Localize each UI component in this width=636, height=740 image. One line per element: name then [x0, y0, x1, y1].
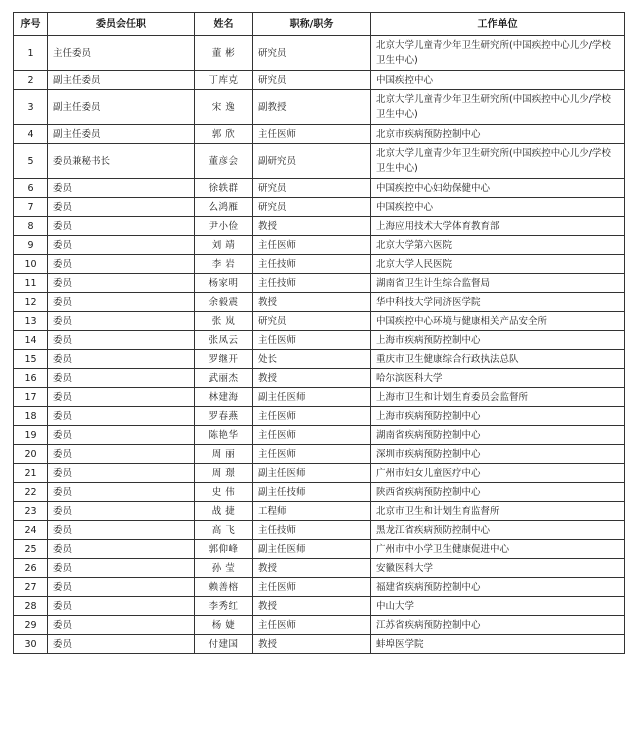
table-row [14, 616, 625, 635]
table-row [14, 426, 625, 445]
table-row [14, 255, 625, 274]
cell-name: 么鸿雁 [195, 198, 253, 217]
cell-name: 余毅震 [195, 293, 253, 312]
cell-title: 主任医师 [253, 125, 371, 144]
cell-title: 教授 [253, 635, 371, 654]
cell-role: 委员 [48, 293, 195, 312]
cell-seq: 1 [14, 36, 48, 71]
cell-title: 主任技师 [253, 255, 371, 274]
table-row [14, 274, 625, 293]
cell-unit: 哈尔滨医科大学 [371, 369, 625, 388]
cell-name: 郭仰峰 [195, 540, 253, 559]
cell-unit: 湖南省卫生计生综合监督局 [371, 274, 625, 293]
cell-name: 周 丽 [195, 445, 253, 464]
cell-name: 罗继开 [195, 350, 253, 369]
table-row [14, 407, 625, 426]
cell-title: 教授 [253, 217, 371, 236]
cell-seq: 25 [14, 540, 48, 559]
cell-role: 委员 [48, 198, 195, 217]
cell-title: 副教授 [253, 90, 371, 125]
table-row [14, 559, 625, 578]
cell-title: 副主任医师 [253, 540, 371, 559]
cell-role: 委员 [48, 179, 195, 198]
cell-title: 主任医师 [253, 426, 371, 445]
table-row [14, 445, 625, 464]
cell-role: 委员 [48, 255, 195, 274]
table-row [14, 36, 625, 71]
cell-seq: 30 [14, 635, 48, 654]
table-row [14, 521, 625, 540]
cell-unit: 中国疾控中心妇幼保健中心 [371, 179, 625, 198]
cell-role: 委员 [48, 597, 195, 616]
cell-role: 委员 [48, 616, 195, 635]
cell-name: 罗春燕 [195, 407, 253, 426]
cell-seq: 2 [14, 71, 48, 90]
cell-seq: 9 [14, 236, 48, 255]
cell-unit: 福建省疾病预防控制中心 [371, 578, 625, 597]
cell-name: 宋 逸 [195, 90, 253, 125]
cell-role: 委员 [48, 540, 195, 559]
cell-seq: 5 [14, 144, 48, 179]
cell-name: 郭 欣 [195, 125, 253, 144]
cell-role: 委员 [48, 445, 195, 464]
cell-unit: 上海市疾病预防控制中心 [371, 407, 625, 426]
cell-role: 委员 [48, 464, 195, 483]
cell-unit: 华中科技大学同济医学院 [371, 293, 625, 312]
cell-name: 董彦会 [195, 144, 253, 179]
cell-name: 刘 靖 [195, 236, 253, 255]
cell-role: 委员 [48, 369, 195, 388]
table-row [14, 90, 625, 125]
cell-seq: 6 [14, 179, 48, 198]
table-row [14, 331, 625, 350]
cell-name: 武丽杰 [195, 369, 253, 388]
cell-name: 李 岩 [195, 255, 253, 274]
cell-name: 高 飞 [195, 521, 253, 540]
cell-title: 主任医师 [253, 236, 371, 255]
cell-role: 副主任委员 [48, 90, 195, 125]
cell-unit: 黑龙江省疾病预防控制中心 [371, 521, 625, 540]
cell-unit: 江苏省疾病预防控制中心 [371, 616, 625, 635]
cell-role: 委员 [48, 521, 195, 540]
cell-seq: 18 [14, 407, 48, 426]
cell-role: 委员 [48, 274, 195, 293]
cell-role: 委员 [48, 331, 195, 350]
cell-title: 教授 [253, 369, 371, 388]
cell-title: 处长 [253, 350, 371, 369]
cell-role: 委员 [48, 559, 195, 578]
table-body [14, 36, 625, 654]
cell-name: 史 伟 [195, 483, 253, 502]
cell-name: 丁库克 [195, 71, 253, 90]
table-row [14, 369, 625, 388]
table-row [14, 179, 625, 198]
cell-name: 杨 婕 [195, 616, 253, 635]
cell-unit: 蚌埠医学院 [371, 635, 625, 654]
cell-role: 委员 [48, 217, 195, 236]
cell-seq: 29 [14, 616, 48, 635]
cell-title: 教授 [253, 597, 371, 616]
cell-unit: 北京大学第六医院 [371, 236, 625, 255]
table-row [14, 388, 625, 407]
cell-title: 主任医师 [253, 616, 371, 635]
cell-name: 林建海 [195, 388, 253, 407]
cell-unit: 北京大学儿童青少年卫生研究所(中国疾控中心儿少/学校卫生中心) [371, 144, 625, 179]
cell-name: 董 彬 [195, 36, 253, 71]
cell-title: 副主任医师 [253, 388, 371, 407]
cell-title: 研究员 [253, 198, 371, 217]
cell-seq: 19 [14, 426, 48, 445]
cell-unit: 湖南省疾病预防控制中心 [371, 426, 625, 445]
cell-seq: 4 [14, 125, 48, 144]
table-row [14, 483, 625, 502]
cell-seq: 13 [14, 312, 48, 331]
header-unit: 工作单位 [371, 13, 625, 36]
cell-name: 赖善榕 [195, 578, 253, 597]
cell-role: 副主任委员 [48, 125, 195, 144]
table-row [14, 198, 625, 217]
cell-name: 徐轶群 [195, 179, 253, 198]
cell-name: 张凤云 [195, 331, 253, 350]
cell-title: 副主任医师 [253, 464, 371, 483]
cell-unit: 陕西省疾病预防控制中心 [371, 483, 625, 502]
header-seq: 序号 [14, 13, 48, 36]
cell-title: 教授 [253, 293, 371, 312]
cell-unit: 上海市卫生和计划生育委员会监督所 [371, 388, 625, 407]
table-row [14, 350, 625, 369]
header-role: 委员会任职 [48, 13, 195, 36]
header-name: 姓名 [195, 13, 253, 36]
cell-seq: 26 [14, 559, 48, 578]
cell-seq: 3 [14, 90, 48, 125]
cell-name: 孙 莹 [195, 559, 253, 578]
table-row [14, 293, 625, 312]
cell-role: 委员 [48, 236, 195, 255]
cell-role: 委员 [48, 635, 195, 654]
cell-title: 研究员 [253, 36, 371, 71]
table-row [14, 144, 625, 179]
cell-seq: 28 [14, 597, 48, 616]
table-row [14, 597, 625, 616]
table-row [14, 578, 625, 597]
cell-role: 副主任委员 [48, 71, 195, 90]
cell-seq: 17 [14, 388, 48, 407]
cell-role: 委员 [48, 350, 195, 369]
cell-seq: 23 [14, 502, 48, 521]
cell-seq: 7 [14, 198, 48, 217]
cell-title: 主任医师 [253, 407, 371, 426]
cell-role: 委员 [48, 388, 195, 407]
header-row [14, 13, 625, 36]
table-row [14, 540, 625, 559]
cell-title: 研究员 [253, 71, 371, 90]
table-row [14, 635, 625, 654]
cell-unit: 北京市卫生和计划生育监督所 [371, 502, 625, 521]
cell-unit: 中国疾控中心 [371, 198, 625, 217]
cell-name: 付建国 [195, 635, 253, 654]
cell-name: 尹小俭 [195, 217, 253, 236]
cell-seq: 20 [14, 445, 48, 464]
cell-name: 周 璟 [195, 464, 253, 483]
cell-role: 委员 [48, 312, 195, 331]
cell-role: 委员 [48, 407, 195, 426]
cell-title: 主任技师 [253, 274, 371, 293]
cell-seq: 11 [14, 274, 48, 293]
cell-unit: 北京大学儿童青少年卫生研究所(中国疾控中心儿少/学校卫生中心) [371, 36, 625, 71]
cell-role: 委员 [48, 426, 195, 445]
cell-role: 委员 [48, 502, 195, 521]
cell-seq: 16 [14, 369, 48, 388]
cell-unit: 中国疾控中心环境与健康相关产品安全所 [371, 312, 625, 331]
cell-seq: 24 [14, 521, 48, 540]
committee-document [13, 12, 624, 654]
cell-seq: 10 [14, 255, 48, 274]
cell-role: 委员兼秘书长 [48, 144, 195, 179]
cell-title: 副研究员 [253, 144, 371, 179]
cell-role: 委员 [48, 483, 195, 502]
cell-title: 教授 [253, 559, 371, 578]
committee-table [13, 12, 625, 654]
cell-unit: 深圳市疾病预防控制中心 [371, 445, 625, 464]
table-row [14, 71, 625, 90]
cell-title: 工程师 [253, 502, 371, 521]
cell-name: 战 捷 [195, 502, 253, 521]
header-title: 职称/职务 [253, 13, 371, 36]
cell-unit: 中山大学 [371, 597, 625, 616]
table-row [14, 464, 625, 483]
cell-seq: 14 [14, 331, 48, 350]
cell-seq: 22 [14, 483, 48, 502]
cell-title: 副主任技师 [253, 483, 371, 502]
cell-role: 委员 [48, 578, 195, 597]
cell-name: 杨家明 [195, 274, 253, 293]
table-row [14, 236, 625, 255]
cell-seq: 8 [14, 217, 48, 236]
cell-unit: 北京大学人民医院 [371, 255, 625, 274]
cell-unit: 上海应用技术大学体育教育部 [371, 217, 625, 236]
cell-name: 陈艳华 [195, 426, 253, 445]
cell-role: 主任委员 [48, 36, 195, 71]
cell-unit: 重庆市卫生健康综合行政执法总队 [371, 350, 625, 369]
cell-unit: 北京市疾病预防控制中心 [371, 125, 625, 144]
cell-unit: 安徽医科大学 [371, 559, 625, 578]
cell-seq: 21 [14, 464, 48, 483]
cell-unit: 北京大学儿童青少年卫生研究所(中国疾控中心儿少/学校卫生中心) [371, 90, 625, 125]
table-row [14, 217, 625, 236]
table-row [14, 502, 625, 521]
table-row [14, 312, 625, 331]
table-row [14, 125, 625, 144]
cell-name: 李秀红 [195, 597, 253, 616]
cell-name: 张 岚 [195, 312, 253, 331]
cell-title: 主任医师 [253, 331, 371, 350]
cell-unit: 上海市疾病预防控制中心 [371, 331, 625, 350]
cell-title: 主任医师 [253, 445, 371, 464]
cell-title: 主任技师 [253, 521, 371, 540]
cell-title: 主任医师 [253, 578, 371, 597]
cell-unit: 中国疾控中心 [371, 71, 625, 90]
cell-seq: 27 [14, 578, 48, 597]
cell-title: 研究员 [253, 312, 371, 331]
cell-seq: 15 [14, 350, 48, 369]
cell-unit: 广州市妇女儿童医疗中心 [371, 464, 625, 483]
cell-seq: 12 [14, 293, 48, 312]
cell-unit: 广州市中小学卫生健康促进中心 [371, 540, 625, 559]
cell-title: 研究员 [253, 179, 371, 198]
